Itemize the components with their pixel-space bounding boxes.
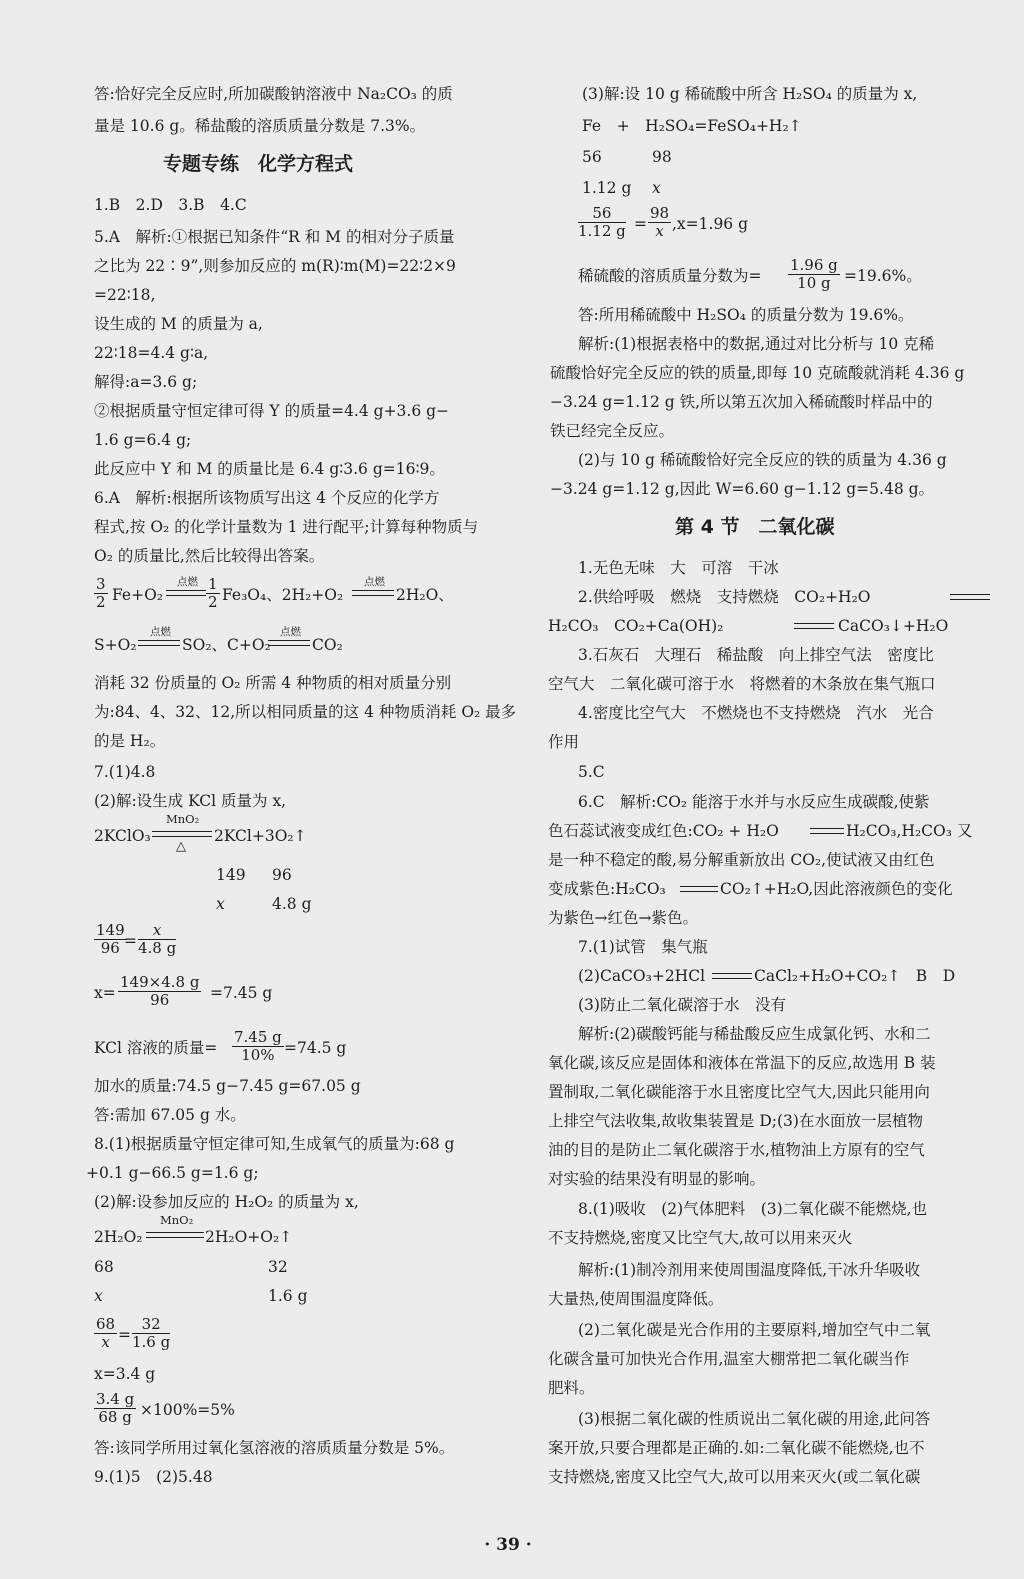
eq-sign bbox=[166, 590, 206, 596]
fraction: $\frac{1.96 g}{10 g}$ bbox=[790, 256, 838, 292]
text-line: (2)解:设生成 KCl 质量为 x, bbox=[94, 792, 287, 810]
text-line: 作用 bbox=[548, 733, 580, 751]
fraction: $\frac{149}{96}$ bbox=[96, 921, 125, 957]
text-line: 解析:(1)根据表格中的数据,通过对比分析与 10 克稀 bbox=[578, 335, 935, 353]
equation: Fe + H₂SO₄=FeSO₄+H₂↑ bbox=[582, 117, 802, 135]
text-line: 化碳含量可加快光合作用,温室大棚常把二氧化碳当作 bbox=[548, 1350, 910, 1368]
text-line: 答:所用稀硫酸中 H₂SO₄ 的质量分数为 19.6%。 bbox=[578, 306, 914, 324]
text-line: 22∶18=4.4 g∶a, bbox=[94, 344, 209, 362]
text-line: (3)解:设 10 g 稀硫酸中所含 H₂SO₄ 的质量为 x, bbox=[582, 85, 918, 103]
text-line: 程式,按 O₂ 的化学计量数为 1 进行配平;计算每种物质与 bbox=[94, 518, 479, 536]
text-line: (2)二氧化碳是光合作用的主要原料,增加空气中二氧 bbox=[578, 1321, 931, 1339]
equation: 2H₂O、 bbox=[396, 586, 454, 604]
text-line: KCl 溶液的质量= bbox=[94, 1039, 218, 1057]
text-line: 案开放,只要合理都是正确的.如:二氧化碳不能燃烧,也不 bbox=[548, 1439, 925, 1457]
condition: 点燃 bbox=[280, 626, 301, 638]
eq-sign bbox=[268, 640, 310, 646]
text-line: −3.24 g=1.12 g,因此 W=6.60 g−1.12 g=5.48 g。 bbox=[550, 480, 935, 498]
fraction: $\frac{1}{2}$ bbox=[208, 575, 218, 611]
text-line: 变成紫色:H₂CO₃ bbox=[548, 880, 666, 898]
text-line: 5.A 解析:①根据已知条件“R 和 M 的相对分子质量 bbox=[94, 228, 455, 246]
text-line: 色石蕊试液变成红色:CO₂ + H₂O bbox=[548, 822, 779, 840]
answer-line: 1.无色无味 大 可溶 干冰 bbox=[578, 559, 779, 577]
page-number: · 39 · bbox=[484, 1535, 532, 1555]
text-line: 不支持燃烧,密度又比空气大,故可以用来灭火 bbox=[548, 1229, 853, 1247]
eq-sign bbox=[152, 831, 212, 837]
text-line: 解析:(1)制冷剂用来使周围温度降低,干冰升华吸收 bbox=[578, 1261, 921, 1279]
mass: 98 bbox=[652, 148, 672, 166]
text-line: 2.供给呼吸 燃烧 支持燃烧 CO₂+H₂O bbox=[578, 588, 871, 606]
catalyst: MnO₂ bbox=[160, 1213, 194, 1227]
text-line: 氧化碳,该反应是固体和液体在常温下的反应,故选用 B 装 bbox=[548, 1054, 936, 1072]
text-line: 对实验的结果没有明显的影响。 bbox=[548, 1170, 766, 1188]
text-line: 3.石灰石 大理石 稀盐酸 向上排空气法 密度比 bbox=[578, 646, 934, 664]
mass: 56 bbox=[582, 148, 602, 166]
text-line: 7.(1)试管 集气瓶 bbox=[578, 938, 708, 956]
eq-sign bbox=[680, 886, 718, 892]
equals: = bbox=[118, 1326, 131, 1344]
text-line: 设生成的 M 的质量为 a, bbox=[94, 315, 263, 333]
text-line: O₂ 的质量比,然后比较得出答案。 bbox=[94, 547, 325, 565]
mass: x bbox=[216, 895, 225, 913]
text-line: 答:恰好完全反应时,所加碳酸钠溶液中 Na₂CO₃ 的质 bbox=[94, 85, 453, 103]
text-line: 为紫色→红色→紫色。 bbox=[548, 909, 698, 927]
equals: = bbox=[124, 932, 137, 950]
text-line: 解得:a=3.6 g; bbox=[94, 373, 198, 391]
section-heading: 第 4 节 二氧化碳 bbox=[675, 516, 835, 538]
text-line: 的是 H₂。 bbox=[94, 732, 166, 750]
text-line: 是一种不稳定的酸,易分解重新放出 CO₂,使试液又由红色 bbox=[548, 851, 935, 869]
text-line: 大量热,使周围温度降低。 bbox=[548, 1290, 724, 1308]
equation: Fe+O₂ bbox=[112, 586, 163, 604]
text-line: 消耗 32 份质量的 O₂ 所需 4 种物质的相对质量分别 bbox=[94, 674, 452, 692]
text-line: 6.A 解析:根据所该物质写出这 4 个反应的化学方 bbox=[94, 489, 440, 507]
condition: 点燃 bbox=[364, 576, 385, 588]
fraction: $\frac{56}{1.12 g}$ bbox=[578, 204, 626, 240]
text-line: 加水的质量:74.5 g−7.45 g=67.05 g bbox=[94, 1077, 361, 1095]
text-line: 支持燃烧,密度又比空气大,故可以用来灭火(或二氧化碳 bbox=[548, 1468, 921, 1486]
text-line: CO₂↑+H₂O,因此溶液颜色的变化 bbox=[720, 880, 953, 898]
answer-line: 1.B 2.D 3.B 4.C bbox=[94, 196, 247, 214]
mass: 1.6 g bbox=[268, 1287, 308, 1305]
text-line: 稀硫酸的溶质质量分数为= bbox=[578, 267, 762, 285]
fraction: $\frac{3}{2}$ bbox=[96, 575, 106, 611]
text-line: =22∶18, bbox=[94, 286, 156, 304]
equation: 2H₂O₂ bbox=[94, 1228, 143, 1246]
equation: S+O₂ bbox=[94, 636, 137, 654]
eq-sign bbox=[146, 1232, 204, 1238]
text-line: 空气大 二氧化碳可溶于水 将燃着的木条放在集气瓶口 bbox=[548, 675, 936, 693]
eq-sign bbox=[810, 828, 844, 834]
text-line: (2)与 10 g 稀硫酸恰好完全反应的铁的质量为 4.36 g bbox=[578, 451, 947, 469]
equation: 2KClO₃ bbox=[94, 827, 151, 845]
text-line: 量是 10.6 g。稀盐酸的溶质质量分数是 7.3%。 bbox=[94, 117, 426, 135]
fraction: $\frac{x}{4.8 g}$ bbox=[138, 921, 177, 957]
catalyst: MnO₂ bbox=[166, 812, 200, 826]
equation: 2H₂O+O₂↑ bbox=[205, 1228, 293, 1246]
mass: 68 bbox=[94, 1258, 114, 1276]
equals: = bbox=[634, 215, 647, 233]
text-line: +0.1 g−66.5 g=1.6 g; bbox=[86, 1164, 259, 1182]
text-line: (2)解:设参加反应的 H₂O₂ 的质量为 x, bbox=[94, 1193, 359, 1211]
text-line: 肥料。 bbox=[548, 1379, 595, 1397]
text-line: 为:84、4、32、12,所以相同质量的这 4 种物质消耗 O₂ 最多 bbox=[94, 703, 517, 721]
condition: 点燃 bbox=[150, 626, 171, 638]
equation: Fe₃O₄、2H₂+O₂ bbox=[222, 586, 344, 604]
text-line: 8.(1)吸收 (2)气体肥料 (3)二氧化碳不能燃烧,也 bbox=[578, 1200, 928, 1218]
text-line: CaCO₃↓+H₂O bbox=[838, 617, 949, 635]
text-line: 硫酸恰好完全反应的铁的质量,即每 10 克硫酸就消耗 4.36 g bbox=[550, 364, 965, 382]
text-line: 上排空气法收集,故收集装置是 D;(3)在水面放一层植物 bbox=[548, 1112, 923, 1130]
text-line: (3)防止二氧化碳溶于水 没有 bbox=[578, 996, 786, 1014]
text-line: 7.(1)4.8 bbox=[94, 763, 156, 781]
text-line: (2)CaCO₃+2HCl bbox=[578, 967, 706, 985]
mass: 1.12 g bbox=[582, 179, 632, 197]
text-line: 4.密度比空气大 不燃烧也不支持燃烧 汽水 光合 bbox=[578, 704, 934, 722]
text-line: ②根据质量守恒定律可得 Y 的质量=4.4 g+3.6 g− bbox=[94, 402, 450, 420]
text-line: H₂CO₃,H₂CO₃ 又 bbox=[846, 822, 973, 840]
equation: SO₂、C+O₂ bbox=[182, 636, 271, 654]
mass: 32 bbox=[268, 1258, 288, 1276]
mass: 96 bbox=[272, 866, 292, 884]
section-heading: 专题专练 化学方程式 bbox=[163, 153, 354, 175]
equation: 2KCl+3O₂↑ bbox=[214, 827, 307, 845]
heat-symbol: △ bbox=[176, 839, 186, 854]
mass: x bbox=[652, 179, 661, 197]
text-line: (3)根据二氧化碳的性质说出二氧化碳的用途,此问答 bbox=[578, 1410, 931, 1428]
mass: x bbox=[94, 1287, 103, 1305]
answer-line: 5.C bbox=[578, 763, 605, 781]
equation: CO₂ bbox=[312, 636, 343, 654]
text-line: 6.C 解析:CO₂ 能溶于水并与水反应生成碳酸,使紫 bbox=[578, 793, 930, 811]
eq-sign bbox=[950, 594, 990, 600]
text-line: =19.6%。 bbox=[844, 267, 922, 285]
mass: 149 bbox=[216, 866, 246, 884]
text-line: 置制取,二氧化碳能溶于水且密度比空气大,因此只能用向 bbox=[548, 1083, 930, 1101]
text-line: 之比为 22∶9”,则参加反应的 m(R)∶m(M)=22∶2×9 bbox=[94, 257, 456, 275]
fraction: $\frac{32}{1.6 g}$ bbox=[132, 1315, 171, 1351]
text-line: =74.5 g bbox=[284, 1039, 347, 1057]
fraction: $\frac{7.45 g}{10\%}$ bbox=[234, 1028, 282, 1064]
condition: 点燃 bbox=[177, 576, 198, 588]
text-line: 油的目的是防止二氧化碳溶于水,植物油上方原有的空气 bbox=[548, 1141, 925, 1159]
text-line: 8.(1)根据质量守恒定律可知,生成氧气的质量为:68 g bbox=[94, 1135, 455, 1153]
text-line: 1.6 g=6.4 g; bbox=[94, 431, 192, 449]
eq-sign bbox=[794, 623, 834, 629]
text-line: x= bbox=[94, 984, 116, 1002]
text-line: 答:需加 67.05 g 水。 bbox=[94, 1106, 246, 1124]
text-line: 铁已经完全反应。 bbox=[550, 422, 675, 440]
text-line: ,x=1.96 g bbox=[672, 215, 749, 233]
text-line: x=3.4 g bbox=[94, 1365, 156, 1383]
text-line: =7.45 g bbox=[210, 984, 273, 1002]
fraction: $\frac{98}{x}$ bbox=[650, 204, 670, 240]
text-line: CaCl₂+H₂O+CO₂↑ B D bbox=[754, 967, 956, 985]
fraction: $\frac{149\times 4.8 g}{96}$ bbox=[120, 973, 200, 1009]
fraction: $\frac{3.4 g}{68 g}$ bbox=[96, 1390, 135, 1426]
text-line: 此反应中 Y 和 M 的质量比是 6.4 g∶3.6 g=16∶9。 bbox=[94, 460, 445, 478]
answer-line: 9.(1)5 (2)5.48 bbox=[94, 1468, 213, 1486]
text-line: 解析:(2)碳酸钙能与稀盐酸反应生成氯化钙、水和二 bbox=[578, 1025, 931, 1043]
eq-sign bbox=[712, 973, 752, 979]
mass: 4.8 g bbox=[272, 895, 312, 913]
text-line: −3.24 g=1.12 g 铁,所以第五次加入稀硫酸时样品中的 bbox=[550, 393, 933, 411]
eq-sign bbox=[138, 640, 180, 646]
fraction: $\frac{68}{x}$ bbox=[96, 1315, 116, 1351]
eq-sign bbox=[352, 590, 394, 596]
text-line: 答:该同学所用过氧化氢溶液的溶质质量分数是 5%。 bbox=[94, 1439, 455, 1457]
text-line: ×100%=5% bbox=[140, 1401, 235, 1419]
text-line: H₂CO₃ CO₂+Ca(OH)₂ bbox=[548, 617, 724, 635]
